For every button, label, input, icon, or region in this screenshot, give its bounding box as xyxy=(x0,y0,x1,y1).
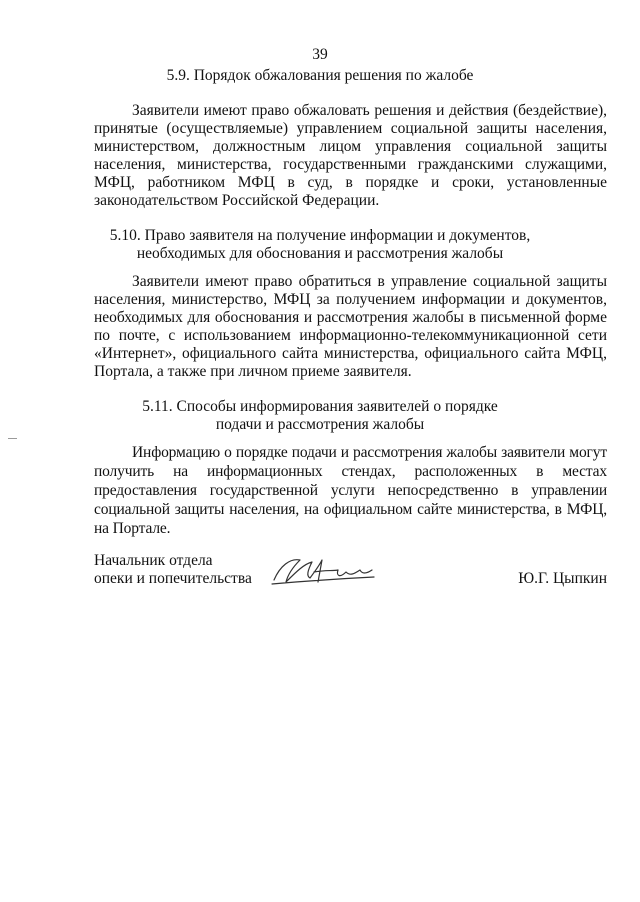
section-5-10-title-line-2: необходимых для обоснования и рассмотрения жалобы xyxy=(136,245,504,262)
signer-position-line-1: Начальник отдела xyxy=(94,552,213,569)
handwritten-signature xyxy=(266,550,386,590)
section-5-9-title-line: 5.9. Порядок обжалования решения по жалобе xyxy=(166,67,474,84)
margin-mark xyxy=(8,438,17,439)
signer-position-line-2: опеки и попечительства xyxy=(94,570,252,587)
section-5-9-title xyxy=(0,67,640,85)
section-5-11-text: Информацию о порядке подачи и рассмотрения жалобы заявители могут получить на информационных стендах, расположенных в местах предоставления государственной услуги непосредственно в управлении социальной защиты населения, на официальном сайте министерства, в МФЦ, на Портале. xyxy=(94,444,607,537)
section-5-9-text: Заявители имеют право обжаловать решения и действия (бездействие), принятые (осуществляемые) управлением социальной защиты населения, министерством, должностным лицом управления социальной защиты населения, министерства, государственными гражданскими служащими, МФЦ, работником МФЦ в суд, в порядке и сроки, установленные законодательством Российской Федерации. xyxy=(94,102,607,209)
signature-block xyxy=(94,552,607,602)
section-5-11-title-line-1: 5.11. Способы информирования заявителей о порядке xyxy=(142,398,498,415)
section-5-10-title xyxy=(0,227,640,263)
page-number: 39 xyxy=(312,46,328,63)
section-5-11-title-line-2: подачи и рассмотрения жалобы xyxy=(215,416,425,433)
signer-position xyxy=(94,552,252,588)
section-5-10-title-line-1: 5.10. Право заявителя на получение информации и документов, xyxy=(109,227,531,244)
section-5-10-text: Заявители имеют право обратиться в управление социальной защиты населения, министерство, МФЦ за получением информации и документов, необходимых для обоснования и рассмотрения жалобы в письменной форме по почте, с использованием информационно-телекоммуникационной сети «Интернет», официального сайта министерства, официального сайта МФЦ, Портала, а также при личном приеме заявителя. xyxy=(94,273,607,380)
signer-name: Ю.Г. Цыпкин xyxy=(518,570,607,587)
section-5-11-title xyxy=(0,398,640,434)
